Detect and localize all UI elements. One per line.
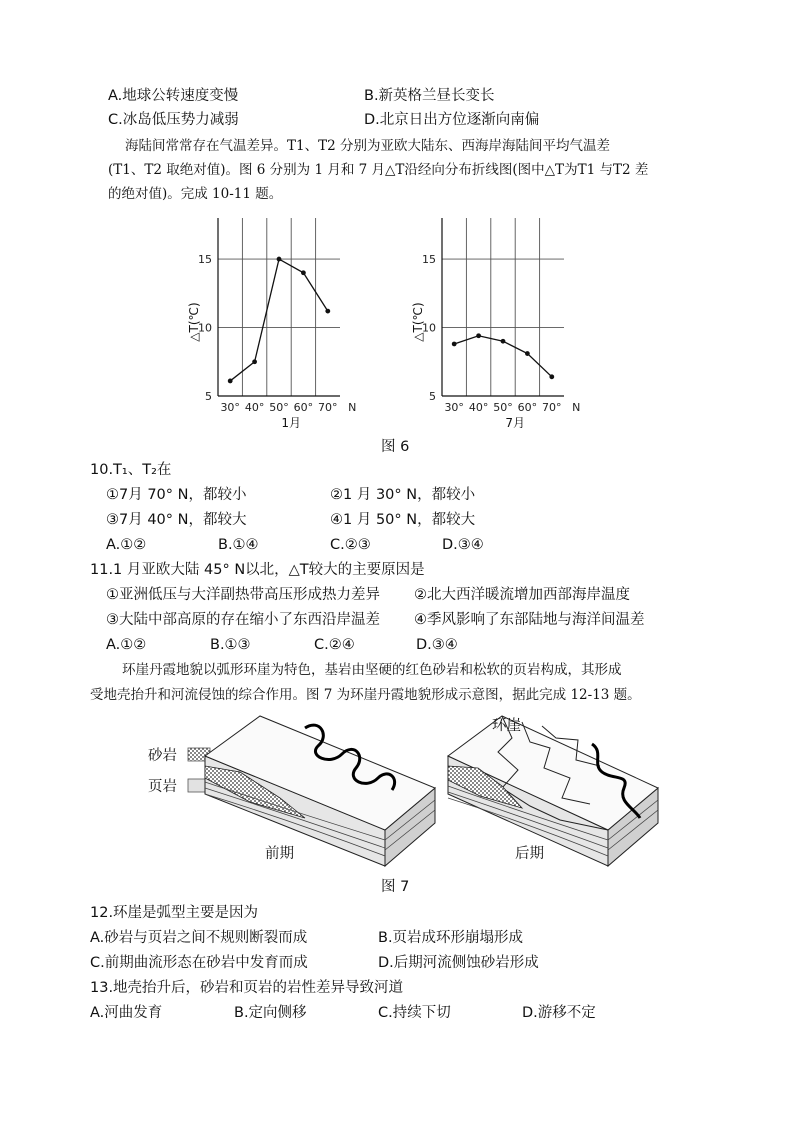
late-stage-label: 后期 xyxy=(515,846,544,862)
q12-stem: 12.环崖是弧型主要是因为 xyxy=(90,905,259,921)
intro-10-11-line1: 海陆间常常存在气温差异。T1、T2 分别为亚欧大陆东、西海岸海陆间平均气温差 xyxy=(125,138,610,154)
data-point xyxy=(501,339,506,344)
q11-option-c: C.②④ xyxy=(314,637,355,653)
data-point xyxy=(228,379,233,384)
x-tick-label: 50° xyxy=(493,401,513,414)
x-tick-label: 30° xyxy=(444,401,464,414)
q13-option-d: D.游移不定 xyxy=(522,1005,596,1021)
q11-option-d: D.③④ xyxy=(416,637,458,653)
q12-option-d: D.后期河流侧蚀砂岩形成 xyxy=(378,955,539,971)
q11-statement-2: ②北大西洋暖流增加西部海岸温度 xyxy=(414,587,630,603)
q9-option-b: B.新英格兰昼长变长 xyxy=(364,88,495,104)
y-tick-label: 10 xyxy=(198,321,212,335)
q13-option-b: B.定向侧移 xyxy=(234,1005,307,1021)
data-point xyxy=(252,359,257,364)
x-tick-label: 70° xyxy=(318,401,338,414)
y-tick-label: 5 xyxy=(205,390,212,403)
q11-statement-3: ③大陆中部高原的存在缩小了东西沿岸温差 xyxy=(106,612,380,628)
x-axis-title: 1月 xyxy=(281,416,302,430)
q12-option-c: C.前期曲流形态在砂岩中发育而成 xyxy=(90,955,308,971)
x-tick-label: 30° xyxy=(220,401,240,414)
intro-10-11-line2: (T1、T2 取绝对值)。图 6 分别为 1 月和 7 月△T沿经向分布折线图(图中△T为T1 与T2 差 xyxy=(108,162,649,178)
q10-stem: 10.T₁、T₂在 xyxy=(90,462,172,478)
figure-7-caption: 图 7 xyxy=(381,879,410,895)
y-tick-label: 10 xyxy=(422,321,436,335)
data-point xyxy=(452,342,457,347)
q10-option-b: B.①④ xyxy=(218,537,259,553)
x-tick-label: N xyxy=(348,401,357,414)
q11-statement-4: ④季风影响了东部陆地与海洋间温差 xyxy=(414,612,645,628)
q12-option-a: A.砂岩与页岩之间不规则断裂而成 xyxy=(90,930,308,946)
early-stage-block xyxy=(205,716,435,866)
q10-option-c: C.②③ xyxy=(330,537,371,553)
q10-option-d: D.③④ xyxy=(442,537,484,553)
x-tick-label: 50° xyxy=(269,401,289,414)
data-point xyxy=(476,333,481,338)
q12-option-b: B.页岩成环形崩塌形成 xyxy=(378,930,524,946)
intro-12-13-line1: 环崖丹霞地貌以弧形环崖为特色，基岩由坚硬的红色砂岩和松软的页岩构成，其形成 xyxy=(122,662,622,678)
q13-option-a: A.河曲发育 xyxy=(90,1005,163,1021)
data-point xyxy=(301,270,306,275)
legend-shale-label: 页岩 xyxy=(148,779,177,795)
q11-option-b: B.①③ xyxy=(210,637,251,653)
y-tick-label: 5 xyxy=(429,390,436,403)
data-point xyxy=(549,374,554,379)
late-stage-block xyxy=(448,716,658,866)
q10-statement-1: ①7月 70° N，都较小 xyxy=(106,487,247,503)
q10-statement-3: ③7月 40° N，都较大 xyxy=(106,512,247,528)
y-axis-title: △T(℃) xyxy=(411,302,425,342)
intro-10-11-line3: 的绝对值)。完成 10-11 题。 xyxy=(108,186,283,202)
q10-statement-4: ④1 月 50° N，都较大 xyxy=(330,512,476,528)
intro-12-13-line2: 受地壳抬升和河流侵蚀的综合作用。图 7 为环崖丹霞地貌形成示意图，据此完成 12-13 题。 xyxy=(90,687,641,703)
q10-option-a: A.①② xyxy=(106,537,147,553)
series-line xyxy=(230,259,328,381)
figure-7-diagram xyxy=(130,708,710,873)
data-point xyxy=(525,351,530,356)
y-tick-label: 15 xyxy=(422,253,436,267)
y-tick-label: 15 xyxy=(198,253,212,267)
x-tick-label: N xyxy=(572,401,581,414)
y-axis-title: △T(℃) xyxy=(187,302,201,342)
q11-statement-1: ①亚洲低压与大洋副热带高压形成热力差异 xyxy=(106,587,380,603)
x-tick-label: 60° xyxy=(293,401,314,414)
legend-sandstone-label: 砂岩 xyxy=(148,748,177,764)
cliff-label: 环崖 xyxy=(492,718,521,734)
data-point xyxy=(277,257,282,262)
x-tick-label: 40° xyxy=(468,401,489,414)
x-tick-label: 70° xyxy=(542,401,562,414)
x-tick-label: 60° xyxy=(517,401,538,414)
figure-6-charts xyxy=(0,0,794,440)
data-point xyxy=(325,309,330,314)
q11-stem: 11.1 月亚欧大陆 45° N以北，△T较大的主要原因是 xyxy=(90,562,425,578)
q11-option-a: A.①② xyxy=(106,637,147,653)
early-stage-label: 前期 xyxy=(265,846,294,862)
q9-option-a: A.地球公转速度变慢 xyxy=(108,88,239,104)
q9-option-c: C.冰岛低压势力减弱 xyxy=(108,112,239,128)
q13-option-c: C.持续下切 xyxy=(378,1005,451,1021)
q13-stem: 13.地壳抬升后，砂岩和页岩的岩性差异导致河道 xyxy=(90,980,404,996)
x-axis-title: 7月 xyxy=(505,416,526,430)
figure-6-caption: 图 6 xyxy=(381,439,410,455)
q9-option-d: D.北京日出方位逐渐向南偏 xyxy=(364,112,540,128)
q10-statement-2: ②1 月 30° N，都较小 xyxy=(330,487,476,503)
x-tick-label: 40° xyxy=(244,401,265,414)
